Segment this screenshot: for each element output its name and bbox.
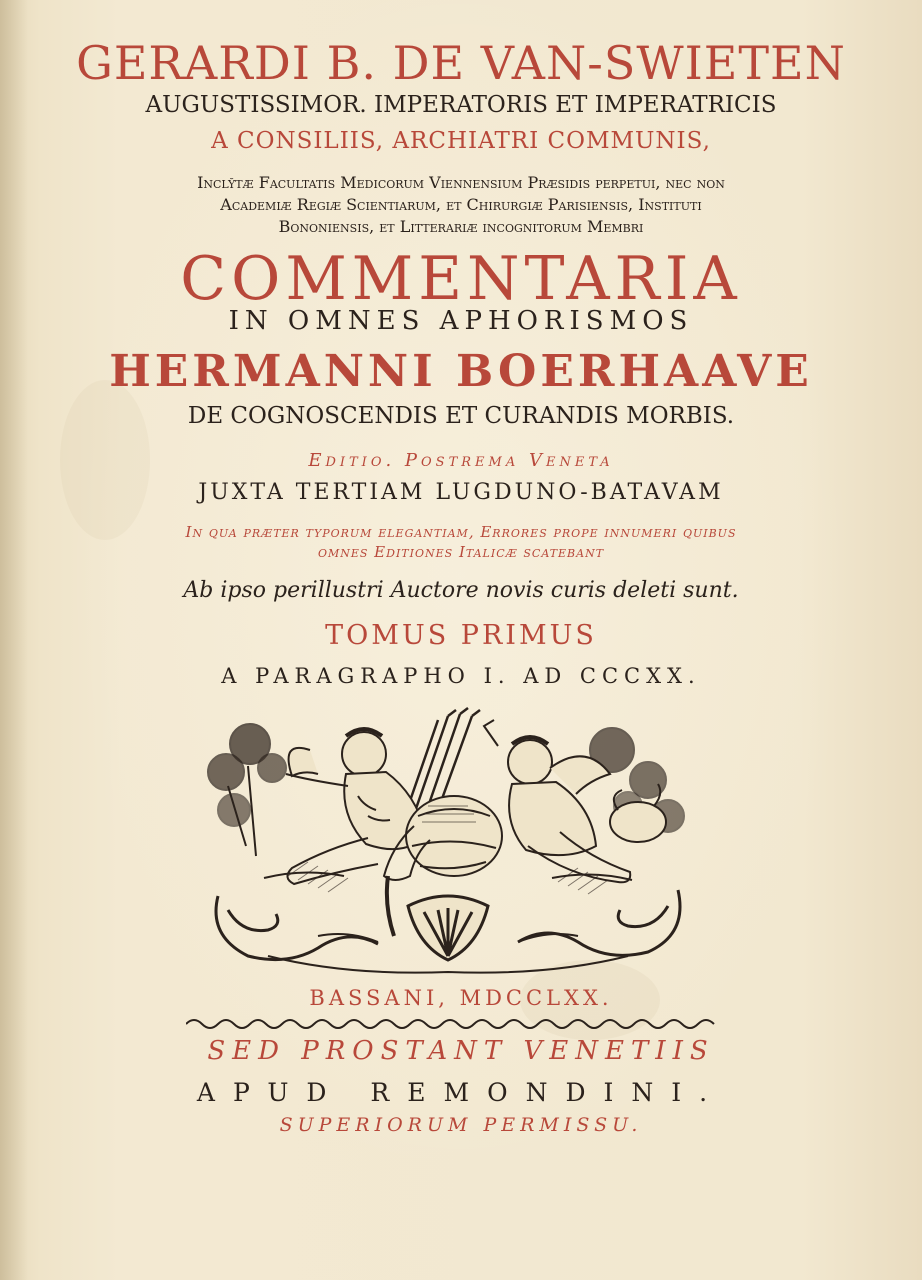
note-line: omnes Editiones Italicæ scatebant xyxy=(317,543,605,561)
note-line: In qua præter typorum elegantiam, Errores prope innumeri quibus xyxy=(185,523,737,541)
correction-line: Ab ipso perillustri Auctore novis curis deleti sunt. xyxy=(183,578,739,603)
honors-line: Academiæ Regiæ Scientiarum, et Chirurgiæ Parisiensis, Instituti xyxy=(220,195,702,214)
left-cherub xyxy=(286,729,426,884)
rocaille-cartouche xyxy=(216,872,680,972)
edition-note xyxy=(0,522,922,562)
author-title-2: A CONSILIIS, ARCHIATRI COMMUNIS, xyxy=(211,128,711,154)
author-title-1: AUGUSTISSIMOR. IMPERATORIS ET IMPERATRICIS xyxy=(145,92,777,118)
honors-line: Bononiensis, et Litterariæ incognitorum Membri xyxy=(278,217,644,236)
honors-line: Incly̆tæ Facultatis Medicorum Viennensium Præsidis perpetui, nec non xyxy=(197,173,725,192)
subtitle-morbis: DE COGNOSCENDIS ET CURANDIS MORBIS. xyxy=(187,403,735,429)
main-title: COMMENTARIA xyxy=(180,244,742,314)
edition-basis: JUXTA TERTIAM LUGDUNO-BATAVAM xyxy=(198,480,724,505)
edition-line: Editio. Postrema Veneta xyxy=(308,450,614,471)
foliage-left xyxy=(208,724,286,856)
paragraph-range: A PARAGRAPHO I. AD CCCXX. xyxy=(221,664,701,688)
printers-vignette-woodcut xyxy=(198,706,698,984)
author-honors xyxy=(0,172,922,238)
subtitle-boerhaave: HERMANNI BOERHAAVE xyxy=(109,346,813,397)
publisher: APUD REMONDINI. xyxy=(196,1078,726,1107)
subtitle-aphorismos: IN OMNES APHORISMOS xyxy=(228,306,694,336)
volume-label: TOMUS PRIMUS xyxy=(325,620,597,651)
author-name: GERARDI B. DE VAN-SWIETEN xyxy=(76,36,846,90)
ornamental-rule xyxy=(186,1018,716,1030)
place-and-date: BASSANI, MDCCLXX. xyxy=(309,986,613,1010)
sale-line: SED PROSTANT VENETIIS xyxy=(207,1036,715,1066)
permission-line: SUPERIORUM PERMISSU. xyxy=(279,1114,643,1136)
